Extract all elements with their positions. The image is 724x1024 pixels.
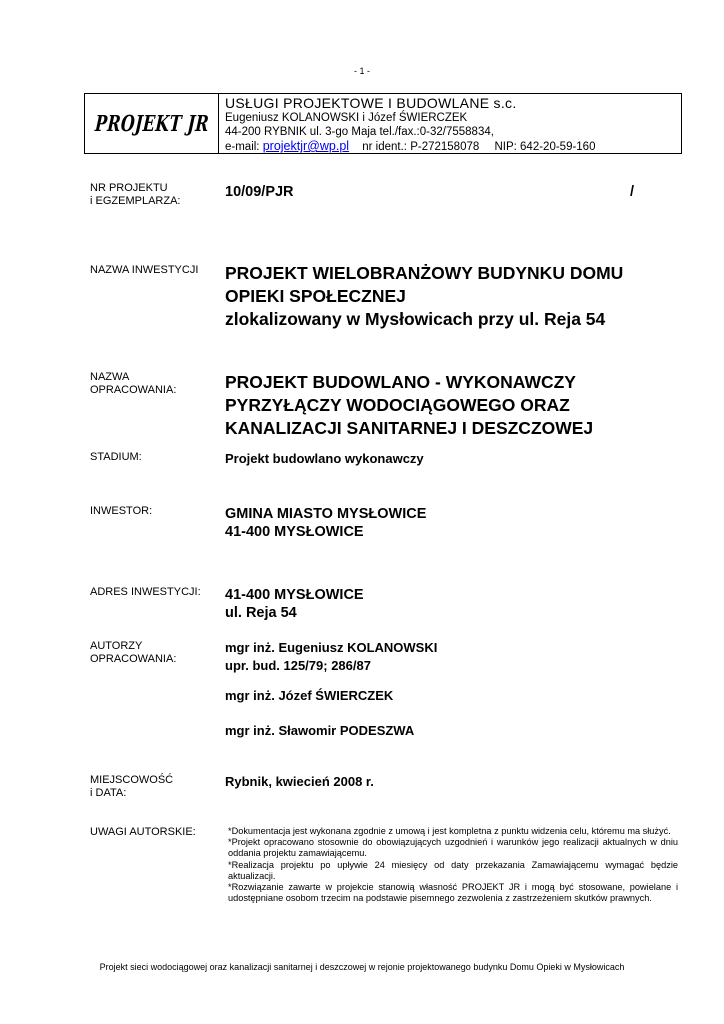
study-name-label: NAZWA OPRACOWANIA: — [90, 371, 177, 396]
email-label: e-mail: — [225, 141, 260, 153]
author-3: mgr inż. Sławomir PODESZWA — [225, 723, 415, 738]
remark-1: *Dokumentacja jest wykonana zgodnie z umową i jest kompletna z punktu widzenia celu, któremu ma służyć. — [228, 826, 671, 836]
remark-3: *Realizacja projektu po upływie 24 miesięcy od daty przekazania Zamawiającemu wymagać będzie aktualizacji. — [228, 859, 678, 881]
company-name: USŁUGI PROJEKTOWE I BUDOWLANE s.c. — [225, 95, 517, 111]
remarks-label: UWAGI AUTORSKIE: — [90, 826, 196, 838]
remark-4: *Rozwiązanie zawarte w projekcie stanowią własność PROJEKT JR i mogą być stosowane, powielane i udostępniane osobom trzecim na podstawie pisemnego zezwolenia z zastrzeżeniem skutków prawnych. — [228, 882, 678, 904]
remark-2: *Projekt opracowano stosownie do obowiązujących uzgodnień i warunków jego realizacji aktualnych w dniu oddania projektu zamawiającemu. — [228, 837, 678, 859]
investment-name-value: PROJEKT WIELOBRANŻOWY BUDYNKU DOMU OPIEKI SPOŁECZNEJ zlokalizowany w Mysłowicach przy ul. Reja 54 — [225, 263, 624, 329]
investment-name-label: NAZWA INWESTYCJI — [90, 264, 199, 276]
ident-number: nr ident.: P-272158078 — [362, 141, 480, 153]
authors-label: AUTORZY OPRACOWANIA: — [90, 640, 177, 665]
company-address: 44-200 RYBNIK ul. 3-go Maja tel./fax.:0-32/7558834, — [225, 126, 494, 138]
place-date-label: MIEJSCOWOŚĆ i DATA: — [90, 774, 174, 799]
study-name-value: PROJEKT BUDOWLANO - WYKONAWCZY PYRZYŁĄCZY WODOCIĄGOWEGO ORAZ KANALIZACJI SANITARNEJ I DESZCZOWEJ — [225, 372, 594, 438]
author-2: mgr inż. Józef ŚWIERCZEK — [225, 688, 394, 703]
project-no-value: 10/09/PJR — [225, 184, 294, 200]
address-label: ADRES INWESTYCJI: — [90, 586, 201, 598]
page-footer: Projekt sieci wodociągowej oraz kanalizacji sanitarnej i deszczowej w rejonie projektowanego budynku Domu Opieki w Mysłowicach — [99, 962, 625, 972]
page-number: - 1 - — [353, 66, 370, 76]
project-no-slash: / — [630, 184, 635, 200]
investor-value: GMINA MIASTO MYSŁOWICE 41-400 MYSŁOWICE — [225, 506, 427, 540]
remarks-notes — [228, 826, 678, 904]
stage-value: Projekt budowlano wykonawczy — [225, 451, 424, 466]
investor-label: INWESTOR: — [90, 505, 153, 517]
address-value: 41-400 MYSŁOWICE ul. Reja 54 — [225, 587, 364, 621]
author-1-license: upr. bud. 125/79; 286/87 — [225, 658, 371, 673]
stage-label: STADIUM: — [90, 451, 142, 463]
nip-number: NIP: 642-20-59-160 — [494, 141, 596, 153]
company-owners: Eugeniusz KOLANOWSKI i Józef ŚWIERCZEK — [225, 112, 468, 124]
logo — [85, 94, 219, 153]
project-no-label: NR PROJEKTU i EGZEMPLARZA: — [90, 182, 181, 207]
company-info — [225, 96, 677, 154]
place-date-value: Rybnik, kwiecień 2008 r. — [225, 774, 374, 789]
logo-text: PROJEKT JR — [93, 110, 210, 137]
author-1: mgr inż. Eugeniusz KOLANOWSKI — [225, 640, 438, 655]
authors-value — [225, 639, 437, 675]
email-link[interactable]: projektjr@wp.pl — [262, 139, 350, 153]
company-contact — [225, 139, 677, 154]
company-header — [84, 93, 682, 154]
